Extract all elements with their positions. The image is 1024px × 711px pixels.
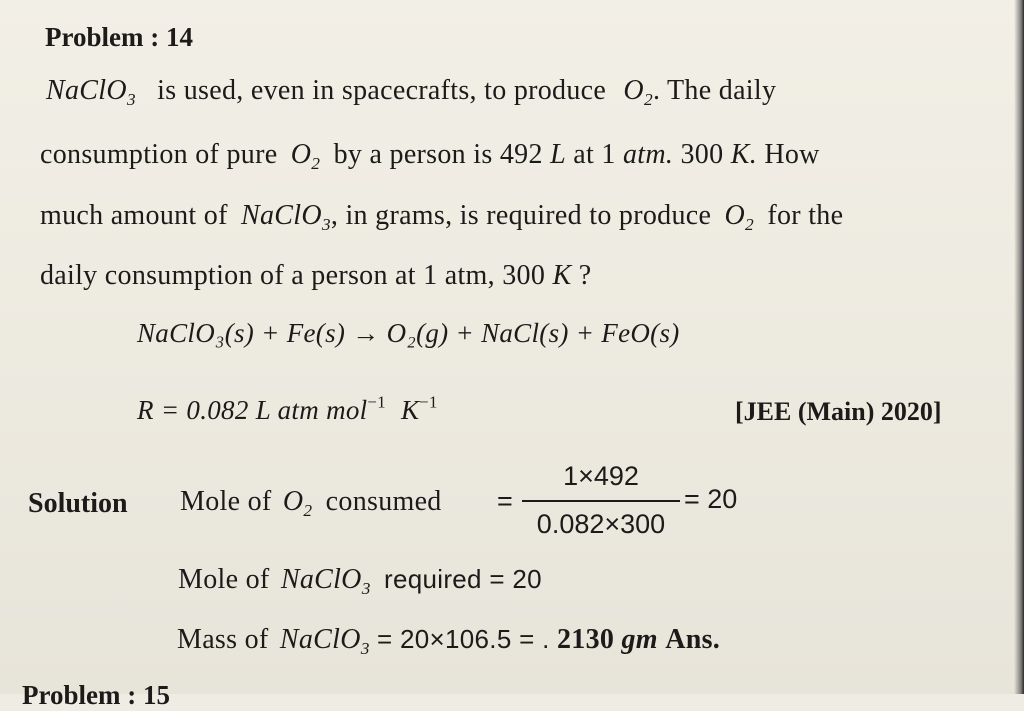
mole-naclo3-tail: required = 20	[384, 564, 542, 594]
mole-o2-line	[180, 486, 442, 521]
mole-o2-consumed: consumed	[325, 486, 442, 517]
mole-naclo3-line	[178, 564, 542, 599]
problem-line-3-text-c: for the	[767, 200, 844, 231]
unit-kelvin: K	[400, 395, 420, 425]
naclo3-formula: NaClO$_3$	[241, 200, 331, 235]
answer-unit: gm	[621, 624, 658, 655]
problem-line-1-tail: . The daily	[652, 75, 777, 106]
naclo3-formula: NaClO$_3$	[280, 564, 371, 599]
answer-label: Ans.	[665, 624, 721, 655]
mole-o2-result: = 20	[684, 484, 738, 514]
mole-o2-text: Mole of	[180, 486, 272, 517]
mass-line	[177, 624, 721, 659]
o2-formula: $O_2$	[623, 75, 653, 110]
mole-naclo3-text: Mole of	[178, 564, 270, 595]
mass-text: Mass of	[177, 624, 269, 655]
problem-line-3-text-b: , in grams, is required to produce	[330, 200, 712, 231]
problem-heading: Problem : 14	[45, 22, 193, 52]
problem-line-1	[46, 75, 777, 110]
equals-sign: =	[497, 486, 514, 516]
problem-line-4-tail: ?	[578, 260, 592, 291]
exam-source: [JEE (Main) 2020]	[735, 397, 942, 426]
problem-line-2-text-b: by a person is 492	[333, 139, 543, 170]
exponent: −1	[367, 392, 386, 412]
fraction-bar	[522, 500, 680, 502]
problem-line-4-text: daily consumption of a person at 1 atm, 300	[40, 260, 546, 291]
unit-atm: atm.	[622, 139, 674, 170]
problem-line-4	[40, 260, 592, 292]
next-problem-heading: Problem : 15	[22, 680, 170, 710]
mass-calculation: = 20×106.5 = .	[377, 624, 550, 654]
naclo3-formula: NaClO$_3$	[46, 75, 136, 110]
page-edge-shadow	[1014, 0, 1024, 694]
unit-kelvin: K.	[730, 139, 757, 170]
fraction-denominator: 0.082×300	[536, 509, 666, 539]
naclo3-formula: NaClO$_3$	[279, 624, 370, 659]
answer-value: 2130	[556, 624, 615, 655]
reaction-equation: NaClO₃(s) + Fe(s) → O₂(g) + NaCl(s) + FeO(s)	[137, 318, 680, 348]
problem-line-3-text-a: much amount of	[40, 200, 228, 231]
unit-kelvin: K	[552, 260, 572, 291]
problem-line-2-text-a: consumption of pure	[40, 139, 278, 170]
problem-line-2	[40, 139, 820, 174]
gas-constant-value: R = 0.082	[137, 395, 249, 425]
problem-line-3	[40, 200, 844, 235]
gas-constant-units: L atm mol	[255, 395, 368, 425]
fraction-numerator: 1×492	[563, 461, 639, 491]
problem-line-1-text: is used, even in spacecrafts, to produce	[157, 75, 607, 106]
o2-formula: $O_2$	[290, 139, 321, 174]
problem-line-2-text-c: at 1	[573, 139, 616, 170]
solution-label: Solution	[28, 488, 128, 519]
problem-line-2-text-d: 300	[680, 139, 724, 170]
o2-formula: $O_2$	[282, 486, 313, 521]
problem-line-2-text-e: How	[764, 139, 820, 170]
unit-liter: L	[550, 139, 566, 170]
o2-formula: $O_2$	[724, 200, 755, 235]
gas-constant	[137, 392, 438, 426]
exponent: −1	[419, 392, 438, 412]
